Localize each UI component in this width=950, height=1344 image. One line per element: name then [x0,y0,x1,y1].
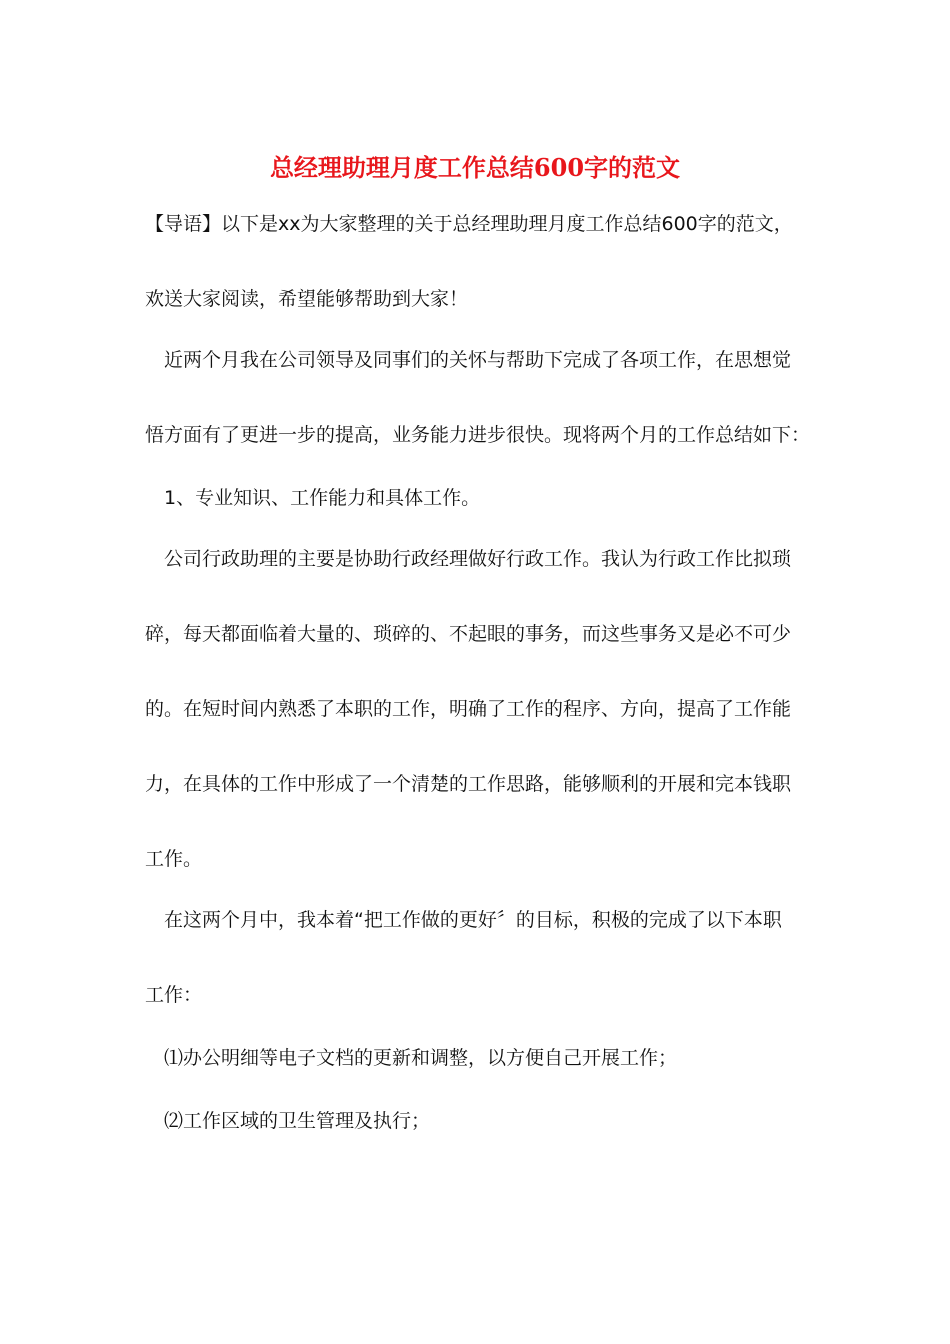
paragraph-2-line-2: 碎，每天都面临着大量的、琐碎的、不起眼的事务，而这些事务又是必不可少 [145,623,792,645]
list-item-1: ⑴办公明细等电子文档的更新和调整，以方便自己开展工作； [164,1047,678,1069]
paragraph-2-line-4: 力，在具体的工作中形成了一个清楚的工作思路，能够顺利的开展和完本钱职 [145,773,792,795]
document-title: 总经理助理月度工作总结600字的范文 [269,153,681,182]
paragraph-2-line-1: 公司行政助理的主要是协助行政经理做好行政工作。我认为行政工作比拟琐 [164,548,792,570]
paragraph-1-line-1: 近两个月我在公司领导及同事们的关怀与帮助下完成了各项工作，在思想觉 [164,349,792,371]
list-item-2: ⑵工作区域的卫生管理及执行； [164,1110,431,1132]
paragraph-2-line-3: 的。在短时间内熟悉了本职的工作，明确了工作的程序、方向，提高了工作能 [145,698,792,720]
intro-line-2: 欢送大家阅读，希望能够帮助到大家！ [145,288,469,310]
paragraph-3-line-1: 在这两个月中，我本着“把工作做的更好〞的目标，积极的完成了以下本职 [164,909,782,931]
paragraph-3-line-2: 工作： [145,984,203,1006]
paragraph-1-line-2: 悟方面有了更进一步的提高，业务能力进步很快。现将两个月的工作总结如下： [145,424,811,446]
intro-line-1: 【导语】以下是xx为大家整理的关于总经理助理月度工作总结600字的范文， [145,213,793,235]
section-heading-1: 1、专业知识、工作能力和具体工作。 [164,487,481,509]
paragraph-2-line-5: 工作。 [145,848,203,870]
